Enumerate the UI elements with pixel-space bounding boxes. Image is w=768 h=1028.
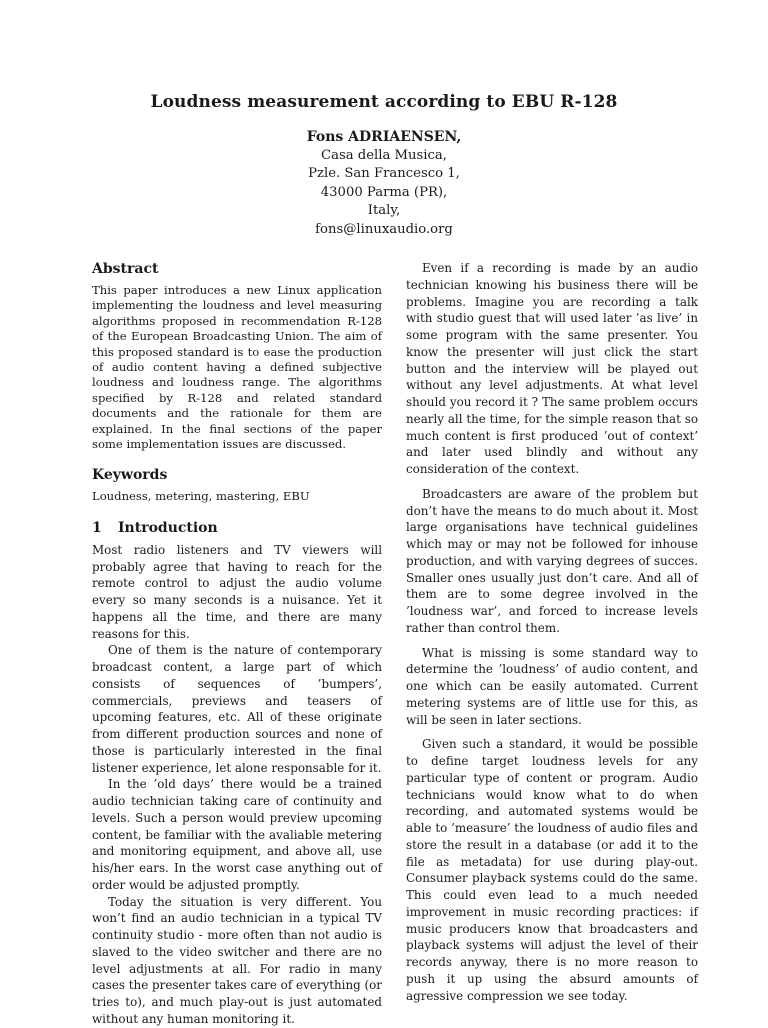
country-line: Italy, xyxy=(367,203,401,219)
author-block xyxy=(0,128,768,240)
address-line: Pzle. San Francesco 1, xyxy=(308,166,460,182)
keywords-heading: Keywords xyxy=(92,467,168,484)
intro-paragraph: In the ’old days’ there would be a trained audio technician taking care of continuity and levels. Such a person would preview upcoming content, be familiar with the avaliable metering and monitoring equipment, and above all, use his/her ears. In the worst case anything out of order would be adjusted promptly. xyxy=(92,777,382,892)
left-column xyxy=(92,260,382,1028)
affiliation-line: Casa della Musica, xyxy=(321,147,447,163)
keywords-text: Loudness, metering, mastering, EBU xyxy=(92,489,310,504)
intro-paragraph: One of them is the nature of contemporary broadcast content, a large part of which consists of sequences of ’bumpers’, commercials, previews and teasers of upcoming features, etc. All of these originate from different production sources and none of those is particularly interested in the final listener experience, let alone responsable for it. xyxy=(92,643,382,775)
author-email: fons@linuxaudio.org xyxy=(315,221,453,237)
author-name: Fons ADRIAENSEN, xyxy=(306,129,462,145)
city-line: 43000 Parma (PR), xyxy=(320,184,448,200)
intro-paragraph: Most radio listeners and TV viewers will probably agree that having to reach for the remote control to adjust the audio volume every so many seconds is a nuisance. Yet it happens all the time, and there are many reasons for this. xyxy=(92,542,382,641)
body-paragraph: Even if a recording is made by an audio technician knowing his business there will be problems. Imagine you are recording a talk with studio guest that will used later ’as live’ in some program with the same presenter. You know the presenter will just click the start button and the interview will be played out without any level adjustments. At what level should you record it ? The same problem occurs nearly all the time, for the simple reason that so much content is first produced ’out of context’ and later used blindly and without any consideration of the context. xyxy=(406,261,698,476)
abstract-heading: Abstract xyxy=(92,261,159,277)
body-paragraph: What is missing is some standard way to determine the ’loudness’ of audio content, and one which can be easily automated. Current metering systems are of little use for this, as will be seen in later sections. xyxy=(406,645,698,727)
abstract-text: This paper introduces a new Linux application implementing the loudness and level measuring algorithms proposed in recommendation R-128 of the European Broadcasting Union. The aim of this proposed standard is to ease the production of audio content having a defined subjective loudness and loudness range. The algorithms specified by R-128 and related standard documents and the rationale for them are explained. In the final sections of the paper some implementation issues are discussed. xyxy=(92,283,382,452)
section-heading-introduction xyxy=(92,519,382,538)
section-title: Introduction xyxy=(118,519,218,536)
intro-paragraph: Today the situation is very different. You won’t find an audio technician in a typical TV continuity studio - more often than not audio is slaved to the video switcher and there are no level adjustments at all. For radio in many cases the presenter takes care of everything (or tries to), and much play-out is just automated without any human monitoring it. xyxy=(92,894,382,1026)
body-paragraph: Broadcasters are aware of the problem but don’t have the means to do much about it. Most large organisations have technical guidelines which may or may not be followed for inhouse production, and with varying degrees of succes. Smaller ones usually just don’t care. And all of them are to some degree involved in the ’loudness war’, and forced to increase levels rather than control them. xyxy=(406,486,698,635)
section-number: 1 xyxy=(92,519,102,536)
right-column xyxy=(406,260,698,1004)
introduction-body xyxy=(92,542,382,1028)
body-paragraph: Given such a standard, it would be possible to define target loudness levels for any particular type of content or program. Audio technicians would know what to do when recording, and automated systems would be able to ’measure’ the loudness of audio files and store the result in a database (or add it to the file as metadata) for use during play-out. Consumer playback systems could do the same. This could even lead to a much needed improvement in music recording practices: if music producers know that broadcasters and playback systems will adjust the level of their records anyway, there is no more reason to push it up using the absurd amounts of agressive compression we see today. xyxy=(406,737,698,1003)
paper-title: Loudness measurement according to EBU R-128 xyxy=(150,92,618,112)
